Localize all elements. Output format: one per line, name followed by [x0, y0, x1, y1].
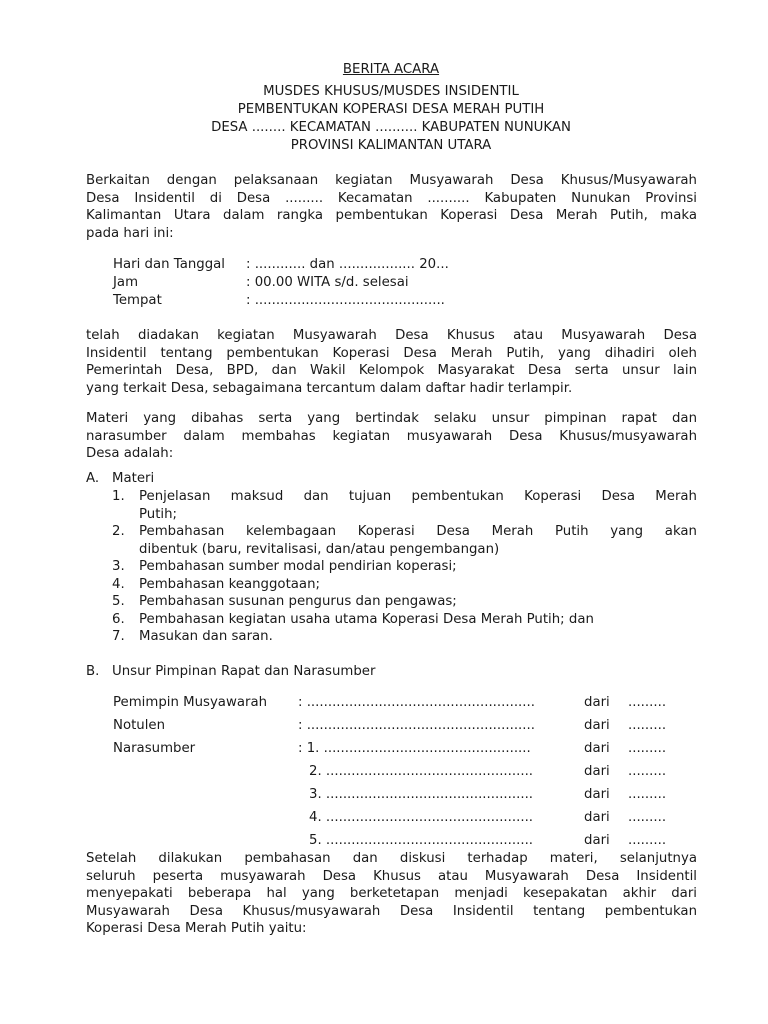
closing-line: Koperasi Desa Merah Putih yaitu:: [86, 921, 307, 936]
leader-label: Narasumber: [113, 741, 196, 756]
intro-line: Desa Insidentil di Desa ......... Kecamatan .......... Kabupaten Nunukan Provinsi: [86, 190, 697, 206]
header-line-3: DESA ........ KECAMATAN .......... KABUPATEN NUNUKAN: [211, 120, 571, 135]
item-line: Pembahasan sumber modal pendirian koperasi;: [139, 559, 457, 574]
header-line-1: MUSDES KHUSUS/MUSDES INSIDENTIL: [263, 84, 519, 99]
section-b-title: Unsur Pimpinan Rapat dan Narasumber: [112, 664, 376, 679]
dari-label: dari: [584, 787, 610, 802]
intro-line: Kalimantan Utara dalam rangka pembentukan Koperasi Desa Merah Putih, maka: [86, 208, 697, 223]
item-line: dibentuk (baru, revitalisasi, dan/atau pengembangan): [139, 541, 500, 557]
item-line: Masukan dan saran.: [139, 629, 273, 644]
item-number: 7.: [112, 629, 125, 644]
schedule-place-row: [0, 292, 768, 310]
section-a-marker: A.: [86, 471, 100, 486]
dari-value: .........: [628, 833, 667, 848]
item-number: 6.: [112, 612, 125, 627]
dari-label: dari: [584, 764, 610, 779]
materi-intro-line: narasumber dalam membahas kegiatan musyawarah Desa Khusus/musyawarah: [86, 428, 697, 444]
section-a-title: Materi: [112, 471, 155, 486]
schedule-time-value: : 00.00 WITA s/d. selesai: [246, 275, 409, 290]
leader-value: 5. .................................................: [309, 833, 534, 848]
closing-paragraph: [86, 850, 697, 955]
item-line: Pembahasan susunan pengurus dan pengawas;: [139, 594, 457, 609]
schedule-time-row: [0, 274, 768, 292]
leader-label: Notulen: [113, 718, 166, 733]
schedule-place-label: Tempat: [113, 293, 162, 308]
item-line: Pembahasan kegiatan usaha utama Koperasi Desa Merah Putih; dan: [139, 612, 594, 627]
leader-row: [0, 717, 768, 735]
schedule-time-label: Jam: [113, 275, 139, 290]
held-line: yang terkait Desa, sebagaimana tercantum dalam daftar hadir terlampir.: [86, 380, 573, 396]
item-text: [139, 488, 697, 523]
schedule-day-row: [0, 256, 768, 274]
item-number: 4.: [112, 577, 125, 592]
leader-row: [0, 694, 768, 712]
intro-paragraph: [86, 172, 697, 260]
leader-row: [0, 786, 768, 804]
item-text: [139, 611, 697, 629]
closing-line: seluruh peserta musyawarah Desa Khusus atau Musyawarah Desa Insidentil: [86, 868, 697, 884]
section-b-marker: B.: [86, 664, 100, 679]
materi-intro-line: Desa adalah:: [86, 446, 174, 461]
leader-label: Pemimpin Musyawarah: [113, 695, 268, 710]
item-text: [139, 628, 697, 646]
materi-intro-line: Materi yang dibahas serta yang bertindak selaku unsur pimpinan rapat dan: [86, 411, 697, 426]
leader-value: 2. .................................................: [309, 764, 534, 779]
held-line: telah diadakan kegiatan Musyawarah Desa Khusus atau Musyawarah Desa: [86, 328, 697, 343]
dari-value: .........: [628, 764, 667, 779]
closing-line: menyepakati beberapa hal yang berketetapan menjadi kesepakatan akhir dari: [86, 886, 697, 901]
section-a-item: [0, 628, 768, 646]
dari-value: .........: [628, 695, 667, 710]
dari-value: .........: [628, 810, 667, 825]
document-title: BERITA ACARA: [342, 62, 440, 77]
dari-label: dari: [584, 833, 610, 848]
item-number: 2.: [112, 524, 125, 539]
leader-value: : ......................................................: [298, 695, 535, 710]
materi-intro-paragraph: [86, 410, 697, 480]
dari-label: dari: [584, 718, 610, 733]
item-text: [139, 523, 697, 558]
leader-row: [0, 809, 768, 827]
dari-value: .........: [628, 718, 667, 733]
item-number: 3.: [112, 559, 125, 574]
leader-value: 4. .................................................: [309, 810, 534, 825]
section-a-item: [0, 611, 768, 629]
item-line: Penjelasan maksud dan tujuan pembentukan Koperasi Desa Merah: [139, 489, 697, 504]
schedule-place-value: : .............................................: [246, 293, 445, 308]
leader-value: 3. .................................................: [309, 787, 534, 802]
closing-line: Setelah dilakukan pembahasan dan diskusi terhadap materi, selanjutnya: [86, 851, 697, 866]
leader-value: : ......................................................: [298, 718, 535, 733]
dari-label: dari: [584, 810, 610, 825]
schedule-day-label: Hari dan Tanggal: [113, 257, 225, 272]
item-text: [139, 576, 697, 594]
dari-label: dari: [584, 741, 610, 756]
item-line: Pembahasan keanggotaan;: [139, 577, 320, 592]
item-number: 1.: [112, 489, 125, 504]
intro-line: pada hari ini:: [86, 225, 174, 241]
section-a-item: [0, 558, 768, 576]
held-paragraph: [86, 327, 697, 415]
dari-value: .........: [628, 741, 667, 756]
leader-row: [0, 832, 768, 850]
dari-label: dari: [584, 695, 610, 710]
section-a-item: [0, 523, 768, 559]
closing-line: Musyawarah Desa Khusus/musyawarah Desa Insidentil tentang pembentukan: [86, 903, 697, 919]
section-a-item: [0, 593, 768, 611]
item-line: Pembahasan kelembagaan Koperasi Desa Merah Putih yang akan: [139, 524, 697, 539]
item-text: [139, 558, 697, 576]
item-text: [139, 593, 697, 611]
schedule-day-value: : ............ dan .................. 20...: [246, 257, 449, 272]
held-line: Insidentil tentang pembentukan Koperasi Desa Merah Putih, yang dihadiri oleh: [86, 345, 697, 361]
leader-row: [0, 740, 768, 758]
section-a-item: [0, 488, 768, 524]
section-a-item: [0, 576, 768, 594]
item-number: 5.: [112, 594, 125, 609]
header-line-2: PEMBENTUKAN KOPERASI DESA MERAH PUTIH: [237, 102, 545, 117]
intro-line: Berkaitan dengan pelaksanaan kegiatan Musyawarah Desa Khusus/Musyawarah: [86, 173, 697, 188]
held-line: Pemerintah Desa, BPD, dan Wakil Kelompok Masyarakat Desa serta unsur lain: [86, 363, 697, 378]
leader-value: : 1. .................................................: [298, 741, 531, 756]
dari-value: .........: [628, 787, 667, 802]
item-line: Putih;: [139, 506, 178, 522]
leader-row: [0, 763, 768, 781]
header-line-4: PROVINSI KALIMANTAN UTARA: [290, 138, 492, 153]
